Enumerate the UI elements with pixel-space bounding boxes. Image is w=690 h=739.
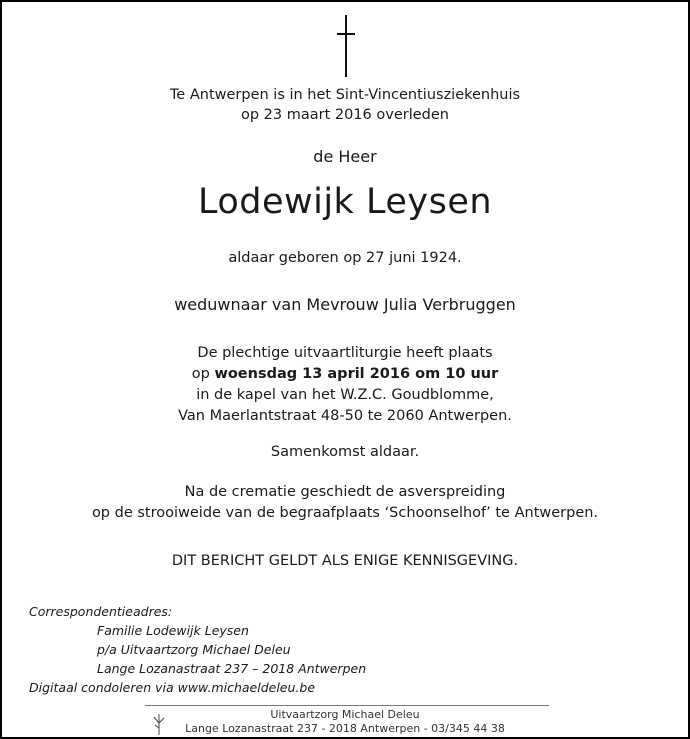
correspondence-line-1: Familie Lodewijk Leysen bbox=[97, 623, 249, 638]
ceremony-datetime: woensdag 13 april 2016 om 10 uur bbox=[214, 366, 499, 382]
ceremony-line-1: De plechtige uitvaartliturgie heeft plaats bbox=[197, 345, 493, 361]
correspondence-label: Correspondentieadres: bbox=[29, 604, 173, 619]
correspondence-block bbox=[29, 602, 366, 697]
correspondence-line-3: Lange Lozanastraat 237 – 2018 Antwerpen bbox=[97, 661, 367, 676]
footer-address: Lange Lozanastraat 237 - 2018 Antwerpen - 03/345 44 38 bbox=[185, 722, 505, 735]
ceremony-line-3: in de kapel van het W.Z.C. Goudblomme, bbox=[196, 387, 494, 403]
spouse-line: weduwnaar van Mevrouw Julia Verbruggen bbox=[174, 295, 516, 314]
online-condolence-line: Digitaal condoleren via www.michaeldeleu.be bbox=[29, 680, 316, 695]
death-date-line: op 23 maart 2016 overleden bbox=[240, 107, 449, 123]
correspondence-line-2: p/a Uitvaartzorg Michael Deleu bbox=[97, 642, 291, 657]
gathering-line: Samenkomst aldaar. bbox=[270, 444, 420, 460]
cremation-line-2: op de strooiweide van de begraafplaats ‘Schoonselhof’ te Antwerpen. bbox=[91, 505, 599, 521]
cremation-line-1: Na de crematie geschiedt de asverspreiding bbox=[184, 484, 506, 500]
birth-line: aldaar geboren op 27 juni 1924. bbox=[228, 250, 462, 266]
cross-icon bbox=[335, 15, 357, 77]
ceremony-prefix: op bbox=[191, 366, 215, 382]
death-location-line: Te Antwerpen is in het Sint-Vincentiusziekenhuis bbox=[169, 87, 521, 103]
footer bbox=[2, 708, 688, 736]
ceremony-line-4: Van Maerlantstraat 48-50 te 2060 Antwerpen. bbox=[178, 408, 512, 424]
ceremony-line-2 bbox=[2, 364, 688, 385]
footer-company: Uitvaartzorg Michael Deleu bbox=[270, 708, 420, 721]
deceased-name: Lodewijk Leysen bbox=[197, 182, 493, 222]
salutation: de Heer bbox=[313, 147, 377, 166]
footer-divider bbox=[145, 705, 549, 706]
notice-line: DIT BERICHT GELDT ALS ENIGE KENNISGEVING. bbox=[171, 553, 519, 569]
